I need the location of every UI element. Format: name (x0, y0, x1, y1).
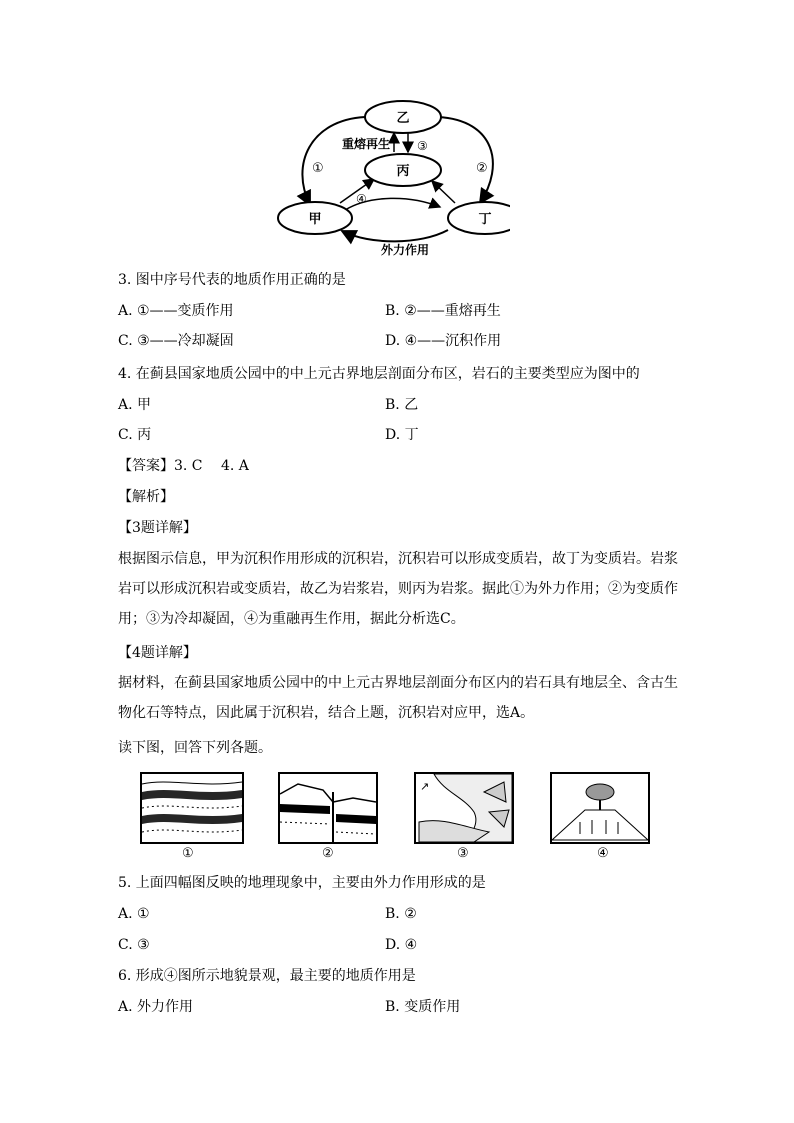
external-label: 外力作用 (380, 243, 430, 257)
figure-1-strata (140, 772, 244, 844)
figure-1-label: ① (182, 846, 194, 861)
node-ding-label: 丁 (478, 212, 492, 227)
detail-3-body: 根据图示信息，甲为沉积作用形成的沉积岩，沉积岩可以形成变质岩，故丁为变质岩。岩浆岩可以形成沉积岩或变质岩，故乙为岩浆岩，则丙为岩浆。据此①为外力作用；②为变质作用；③为冷却凝固，④为重融再生作用，据此分析选C。 (118, 551, 678, 627)
figure-2-label: ② (322, 846, 334, 861)
answer-line: 【答案】3. C 4. A (118, 458, 249, 474)
num-1: ① (312, 161, 324, 176)
q6-option-a[interactable]: A. 外力作用 (118, 999, 194, 1015)
q6-option-b[interactable]: B. 变质作用 (385, 999, 461, 1015)
q3-option-d[interactable]: D. ④——沉积作用 (385, 333, 502, 349)
q5-option-d[interactable]: D. ④ (385, 937, 418, 953)
rock-cycle-diagram (270, 95, 510, 265)
detail-3-heading: 【3题详解】 (118, 520, 197, 536)
figure-4-volcano (550, 772, 650, 844)
analysis-heading: 【解析】 (118, 489, 174, 505)
svg-text:↗: ↗ (420, 780, 430, 793)
num-2: ② (476, 161, 488, 176)
q6-stem: 6. 形成④图所示地貌景观，最主要的地质作用是 (118, 968, 416, 984)
q3-option-a[interactable]: A. ①——变质作用 (118, 303, 234, 319)
figure-2-fault (278, 772, 378, 844)
remelt-label: 重熔再生 (342, 137, 391, 151)
q3-stem: 3. 图中序号代表的地质作用正确的是 (118, 272, 346, 288)
node-bing-label: 丙 (396, 164, 410, 179)
q3-option-c[interactable]: C. ③——冷却凝固 (118, 333, 234, 349)
node-jia-label: 甲 (308, 212, 322, 227)
detail-4-heading: 【4题详解】 (118, 645, 197, 661)
detail-4-body: 据材料，在蓟县国家地质公园中的中上元古界地层剖面分布区内的岩石具有地层全、含古生物化石等特点，因此属于沉积岩，结合上题，沉积岩对应甲，选A。 (118, 675, 678, 721)
arrow-yi-to-ding (438, 117, 493, 203)
arrow-ding-to-jia (342, 230, 448, 241)
figure-3-delta (414, 772, 514, 844)
num-4: ④ (356, 192, 367, 206)
figure-3-label: ③ (457, 846, 469, 861)
q5-option-b[interactable]: B. ② (385, 906, 417, 922)
q4-option-a[interactable]: A. 甲 (118, 397, 152, 413)
read-instruction: 读下图，回答下列各题。 (118, 740, 272, 756)
arrow-ding-to-bing (432, 181, 455, 203)
q4-option-c[interactable]: C. 丙 (118, 427, 152, 443)
q3-option-b[interactable]: B. ②——重熔再生 (385, 303, 501, 319)
q4-stem: 4. 在蓟县国家地质公园中的中上元古界地层剖面分布区，岩石的主要类型应为图中的 (118, 366, 640, 382)
q4-option-d[interactable]: D. 丁 (385, 427, 419, 443)
figure-4-label: ④ (597, 846, 609, 861)
num-3: ③ (417, 139, 428, 153)
q5-stem: 5. 上面四幅图反映的地理现象中，主要由外力作用形成的是 (118, 875, 486, 891)
q5-option-c[interactable]: C. ③ (118, 937, 150, 953)
q4-option-b[interactable]: B. 乙 (385, 397, 419, 413)
q5-option-a[interactable]: A. ① (118, 906, 150, 922)
node-yi-label: 乙 (396, 111, 410, 126)
